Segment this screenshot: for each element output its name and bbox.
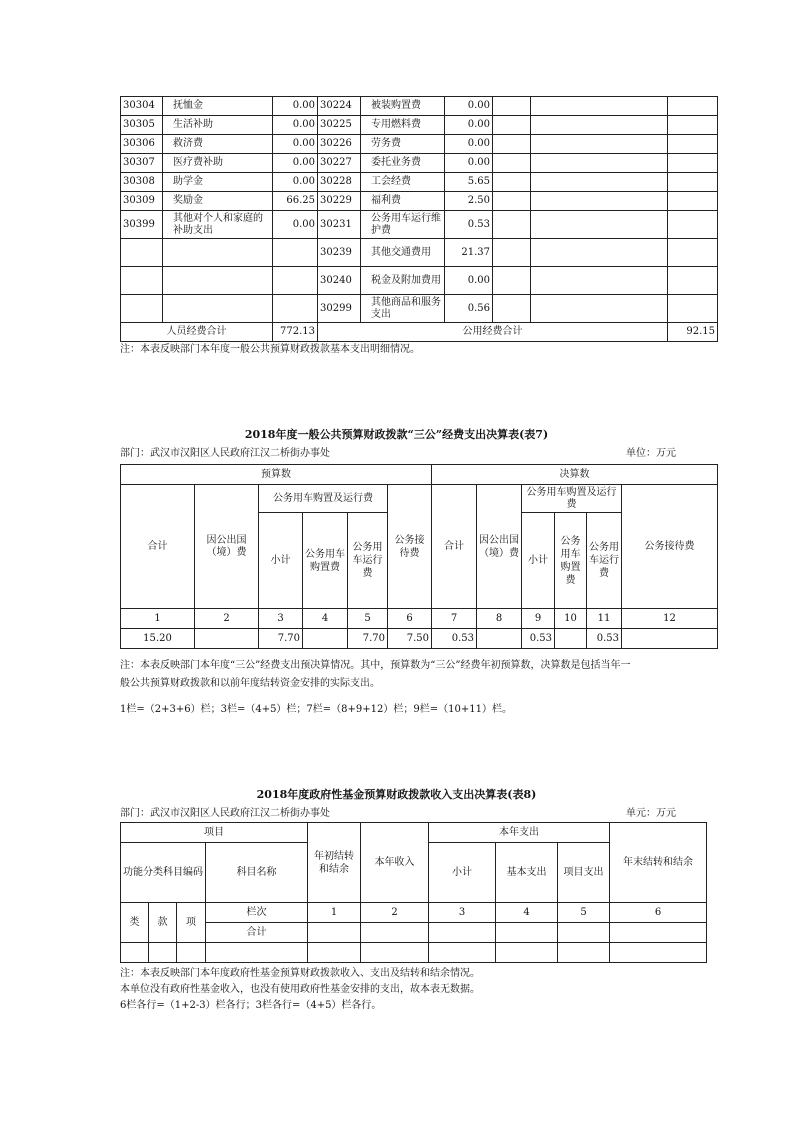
empty-cell (496, 923, 558, 943)
budget-car-group-header: 公务用车购置及运行费 (259, 485, 388, 513)
table7-note-line1: 注：本表反映部门本年度“三公”经费支出预决算情况。其中，预算数为“三公”经费年初预算数，决算数是包括当年一 (120, 660, 631, 671)
value-cell: 0.53 (587, 629, 622, 649)
item-name (163, 267, 273, 295)
econ-code: 30306 (121, 135, 163, 154)
col-number: 6 (610, 903, 707, 923)
table6-note: 注：本表反映部门本年度一般公共预算财政拨款基本支出明细情况。 (120, 344, 420, 355)
budget-header: 预算数 (121, 465, 432, 485)
value-cell: 7.50 (388, 629, 432, 649)
col-number: 2 (195, 609, 259, 629)
table-row (121, 295, 718, 323)
econ-code: 30231 (318, 211, 361, 239)
table-row (121, 267, 718, 295)
final-header: 决算数 (432, 465, 718, 485)
col-number: 5 (348, 609, 388, 629)
empty-cell (493, 97, 531, 116)
budget-total-header: 合计 (121, 485, 195, 609)
econ-code: 30307 (121, 154, 163, 173)
empty-cell (493, 211, 531, 239)
public-total: 92.15 (668, 323, 718, 342)
empty-cell (610, 923, 707, 943)
budget-car-run-header: 公务用车运行费 (348, 513, 388, 609)
econ-code: 30228 (318, 173, 361, 192)
amount: 0.00 (445, 267, 493, 295)
value-cell (555, 629, 587, 649)
econ-code: 30304 (121, 97, 163, 116)
econ-code: 30305 (121, 116, 163, 135)
table-row (121, 97, 718, 116)
table-row (121, 135, 718, 154)
col-number: 12 (622, 609, 718, 629)
value-cell (195, 629, 259, 649)
basic-expense-header: 基本支出 (496, 843, 558, 903)
item-name: 其他交通费用 (361, 239, 445, 267)
empty-cell (558, 943, 610, 963)
amount: 0.53 (445, 211, 493, 239)
amount (273, 239, 318, 267)
value-cell: 7.70 (259, 629, 303, 649)
item-name: 工会经费 (361, 173, 445, 192)
final-total-header: 合计 (432, 485, 477, 609)
value-cell (477, 629, 522, 649)
empty-cell (206, 943, 308, 963)
empty-cell (531, 239, 668, 267)
amount (273, 295, 318, 323)
item-name: 委托业务费 (361, 154, 445, 173)
empty-cell (531, 135, 668, 154)
budget-subtotal-header: 小计 (259, 513, 303, 609)
final-car-group-header: 公务用车购置及运行费 (522, 485, 622, 513)
project-expense-header: 项目支出 (558, 843, 610, 903)
empty-cell (493, 173, 531, 192)
empty-cell (668, 239, 718, 267)
col-number: 3 (259, 609, 303, 629)
empty-cell (668, 116, 718, 135)
econ-code: 30227 (318, 154, 361, 173)
econ-code: 30239 (318, 239, 361, 267)
col-number: 11 (587, 609, 622, 629)
table8-unit: 单元：万元 (626, 808, 676, 819)
econ-code: 30226 (318, 135, 361, 154)
item-header: 项目 (121, 823, 308, 843)
value-cell: 0.53 (432, 629, 477, 649)
empty-cell (531, 173, 668, 192)
col-number: 7 (432, 609, 477, 629)
budget-reception-header: 公务接待费 (388, 485, 432, 609)
empty-cell (496, 943, 558, 963)
amount: 2.50 (445, 192, 493, 211)
empty-cell (531, 211, 668, 239)
item-name: 医疗费补助 (163, 154, 273, 173)
amount: 0.00 (445, 135, 493, 154)
expense-subtotal-header: 小计 (429, 843, 496, 903)
empty-cell (308, 923, 361, 943)
item-name (163, 239, 273, 267)
empty-cell (493, 295, 531, 323)
amount: 0.00 (273, 211, 318, 239)
table8-dept: 部门：武汉市汉阳区人民政府江汉二桥街办事处 (120, 808, 330, 819)
item-name: 助学金 (163, 173, 273, 192)
item-name: 生活补助 (163, 116, 273, 135)
code-header: 功能分类科目编码 (121, 843, 206, 903)
col-number: 4 (496, 903, 558, 923)
empty-cell (668, 135, 718, 154)
value-cell: 7.70 (348, 629, 388, 649)
table7-title: 2018年度一般公共预算财政拨款“三公”经费支出决算表(表7) (244, 428, 549, 441)
empty-cell (149, 943, 177, 963)
empty-cell (531, 267, 668, 295)
kuan-header: 款 (149, 903, 177, 943)
empty-cell (531, 295, 668, 323)
item-name: 税金及附加费用 (361, 267, 445, 295)
table7-three-public-expenses (120, 464, 718, 649)
xiang-header: 项 (177, 903, 206, 943)
total-label: 合计 (206, 923, 308, 943)
final-car-buy-header: 公务用车购置费 (555, 513, 587, 609)
empty-cell (668, 154, 718, 173)
table8-title: 2018年度政府性基金预算财政拨款收入支出决算表(表8) (256, 788, 537, 801)
col-number: 10 (555, 609, 587, 629)
table7-dept: 部门：武汉市汉阳区人民政府江汉二桥街办事处 (120, 448, 330, 459)
final-subtotal-header: 小计 (522, 513, 555, 609)
budget-abroad-header: 因公出国（境）费 (195, 485, 259, 609)
empty-cell (308, 943, 361, 963)
item-name: 抚恤金 (163, 97, 273, 116)
item-name: 其他商品和服务支出 (361, 295, 445, 323)
empty-cell (668, 295, 718, 323)
econ-code: 30399 (121, 211, 163, 239)
col-number: 2 (361, 903, 429, 923)
econ-code: 30309 (121, 192, 163, 211)
amount: 21.37 (445, 239, 493, 267)
empty-cell (493, 267, 531, 295)
budget-car-buy-header: 公务用车购置费 (303, 513, 348, 609)
item-name: 救济费 (163, 135, 273, 154)
lei-header: 类 (121, 903, 149, 943)
empty-cell (531, 154, 668, 173)
col-number: 1 (308, 903, 361, 923)
table8-gov-fund (120, 822, 707, 963)
value-cell: 0.53 (522, 629, 555, 649)
table8-note-line2: 本单位没有政府性基金收入，也没有使用政府性基金安排的支出，故本表无数据。 (120, 984, 480, 995)
col-number: 9 (522, 609, 555, 629)
col-number: 1 (121, 609, 195, 629)
amount: 0.00 (273, 135, 318, 154)
table-row (121, 192, 718, 211)
amount: 0.00 (273, 154, 318, 173)
amount: 0.00 (445, 97, 493, 116)
final-car-run-header: 公务用车运行费 (587, 513, 622, 609)
econ-code (121, 267, 163, 295)
amount: 0.00 (445, 116, 493, 135)
amount: 0.00 (273, 116, 318, 135)
personnel-total: 772.13 (273, 323, 318, 342)
col-number: 6 (388, 609, 432, 629)
public-total-label: 公用经费合计 (318, 323, 668, 342)
personnel-total-label: 人员经费合计 (121, 323, 273, 342)
table8-formula: 6栏各行=（1+2-3）栏各行；3栏各行=（4+5）栏各行。 (120, 1000, 382, 1011)
item-name: 福利费 (361, 192, 445, 211)
amount: 0.00 (273, 173, 318, 192)
amount: 66.25 (273, 192, 318, 211)
item-name: 其他对个人和家庭的补助支出 (163, 211, 273, 239)
econ-code: 30229 (318, 192, 361, 211)
item-name: 奖励金 (163, 192, 273, 211)
empty-cell (668, 192, 718, 211)
empty-cell (493, 192, 531, 211)
item-name: 公务用车运行维护费 (361, 211, 445, 239)
table8-note-line1: 注：本表反映部门本年度政府性基金预算财政拨款收入、支出及结转和结余情况。 (120, 968, 480, 979)
table-row (121, 154, 718, 173)
amount (273, 267, 318, 295)
value-cell (303, 629, 348, 649)
econ-code: 30224 (318, 97, 361, 116)
item-name (163, 295, 273, 323)
econ-code: 30308 (121, 173, 163, 192)
item-name: 被装购置费 (361, 97, 445, 116)
table-row (121, 239, 718, 267)
empty-cell (531, 116, 668, 135)
income-header: 本年收入 (361, 823, 429, 903)
empty-cell (121, 943, 149, 963)
empty-cell (668, 267, 718, 295)
amount: 0.56 (445, 295, 493, 323)
item-name: 劳务费 (361, 135, 445, 154)
table7-formula: 1栏=（2+3+6）栏；3栏=（4+5）栏；7栏=（8+9+12）栏；9栏=（10+11）栏。 (120, 704, 512, 715)
amount: 5.65 (445, 173, 493, 192)
table6-basic-expense (120, 96, 718, 342)
col-number: 4 (303, 609, 348, 629)
lanci-label: 栏次 (206, 903, 308, 923)
empty-cell (668, 97, 718, 116)
table-row (121, 211, 718, 239)
empty-cell (429, 943, 496, 963)
empty-cell (361, 943, 429, 963)
col-number: 8 (477, 609, 522, 629)
empty-cell (493, 239, 531, 267)
econ-code: 30225 (318, 116, 361, 135)
econ-code (121, 295, 163, 323)
econ-code (121, 239, 163, 267)
item-name: 专用燃料费 (361, 116, 445, 135)
empty-cell (531, 97, 668, 116)
table7-note-line2: 般公共预算财政拨款和以前年度结转资金安排的实际支出。 (120, 678, 380, 689)
value-cell: 15.20 (121, 629, 195, 649)
expense-header: 本年支出 (429, 823, 610, 843)
empty-cell (177, 943, 206, 963)
final-reception-header: 公务接待费 (622, 485, 718, 609)
name-header: 科目名称 (206, 843, 308, 903)
amount: 0.00 (273, 97, 318, 116)
empty-cell (668, 173, 718, 192)
econ-code: 30240 (318, 267, 361, 295)
empty-cell (558, 923, 610, 943)
empty-cell (493, 116, 531, 135)
totals-row (121, 323, 718, 342)
col-number: 5 (558, 903, 610, 923)
table7-unit: 单位：万元 (626, 448, 676, 459)
amount: 0.00 (445, 154, 493, 173)
end-balance-header: 年末结转和结余 (610, 823, 707, 903)
value-cell (622, 629, 718, 649)
final-abroad-header: 因公出国（境）费 (477, 485, 522, 609)
col-number: 3 (429, 903, 496, 923)
empty-cell (610, 943, 707, 963)
empty-cell (361, 923, 429, 943)
econ-code: 30299 (318, 295, 361, 323)
empty-cell (493, 154, 531, 173)
empty-cell (531, 192, 668, 211)
empty-cell (429, 923, 496, 943)
begin-balance-header: 年初结转和结余 (308, 823, 361, 903)
table-row (121, 173, 718, 192)
empty-cell (668, 211, 718, 239)
empty-cell (493, 135, 531, 154)
table-row (121, 116, 718, 135)
